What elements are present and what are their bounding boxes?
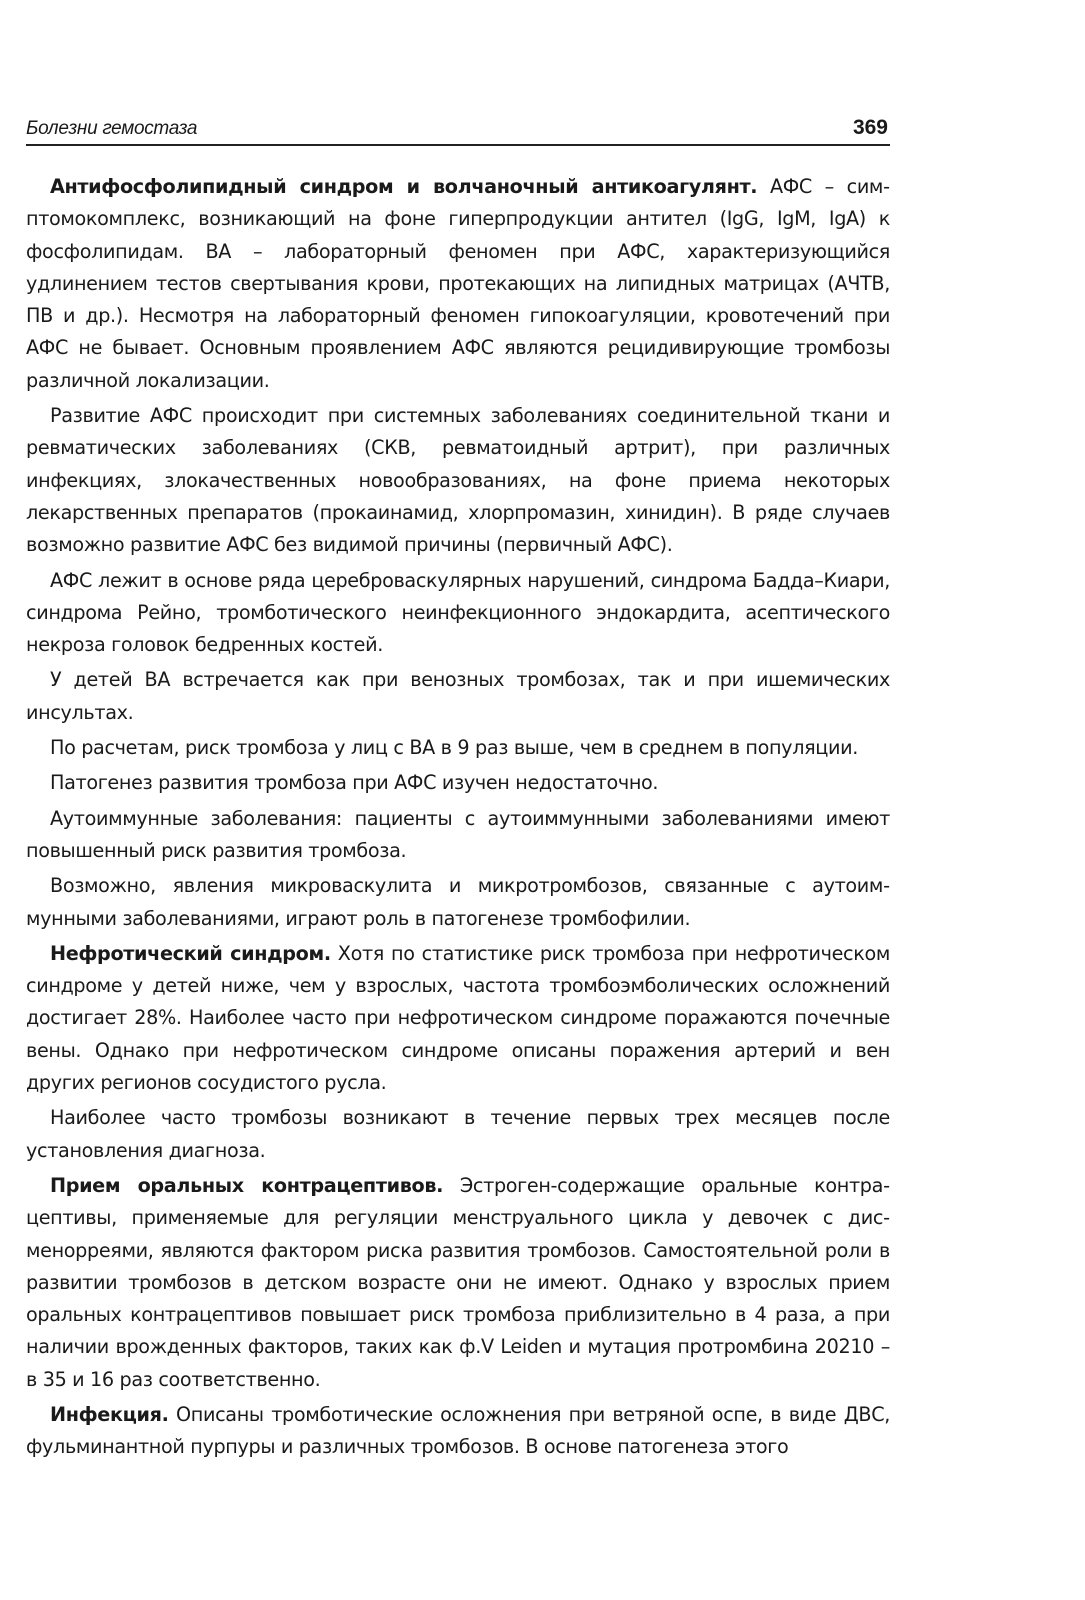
paragraph-text: Эстроген-содержащие оральные контрацептивы, применяемые для регуляции менструального цикла у девочек с дисменорреями, являются фактором риска развития тромбозов. Самостоятельной роли в развитии тромбозов в детском возрасте они не имеют. Однако у взрослых прием оральных контрацептивов повышает риск тромбоза приблизительно в 4 раза, а при наличии врожденных факторов, таких как ф.V Leiden и мутация протромбина 20210 – в 35 и 16 раз соответственно. (26, 1173, 890, 1391)
paragraph-la-risk (26, 732, 890, 764)
running-title: Болезни гемостаза (26, 118, 198, 139)
book-page (26, 106, 890, 1467)
paragraph-aps-causes (26, 400, 890, 561)
running-head (26, 106, 890, 146)
paragraph-heading: Антифосфолипидный синдром и волчаночный антикоагулянт. (50, 175, 758, 198)
paragraph-pathogenesis (26, 767, 890, 799)
paragraph-infection (26, 1399, 890, 1464)
paragraph-text: У детей ВА встречается как при венозных тромбозах, так и при ишемических инсультах. (26, 668, 890, 724)
paragraph-text: Патогенез развития тромбоза при АФС изучен недостаточно. (50, 771, 659, 795)
paragraph-aps-disorders (26, 565, 890, 662)
body-text (26, 171, 890, 1464)
paragraph-text: АФС – симптомокомплекс, возникающий на фоне гиперпродукции антител (IgG, IgM, IgA) к фосфолипидам. ВА – лабораторный феномен при АФС, характеризующийся удлинением тестов свертывания крови, протекающих на липидных матрицах (АЧТВ, ПВ и др.). Несмотря на лабораторный феномен гипокоагуляции, кровотечений при АФС не бывает. Основным проявлением АФС являются рецидивирующие тромбозы различной локализации. (26, 175, 890, 392)
paragraph-microvasculitis (26, 870, 890, 935)
paragraph-la-children (26, 664, 890, 729)
paragraph-text: Хотя по статистике риск тромбоза при нефротическом синдроме у детей ниже, чем у взрослых, частота тромбоэмболических осложнений достигает 28%. Наиболее часто при нефротическом синдроме поражаются почечные вены. Однако при нефротическом синдроме описаны поражения артерий и вен других регионов сосудистого русла. (26, 941, 890, 1095)
paragraph-text: Наиболее часто тромбозы возникают в течение первых трех месяцев после установления диагноза. (26, 1106, 890, 1162)
page-number: 369 (852, 116, 888, 139)
paragraph-aps (26, 171, 890, 397)
paragraph-text: Развитие АФС происходит при системных заболеваниях соединительной ткани и ревматических заболеваниях (СКВ, ревматоидный артрит), при различных инфекциях, злокачественных новообразованиях, на фоне приема некоторых лекарственных препаратов (прокаинамид, хлорпромазин, хинидин). В ряде случаев возможно развитие АФС без видимой причины (первичный АФС). (26, 404, 890, 557)
paragraph-text: Аутоиммунные заболевания: пациенты с аутоиммунными заболеваниями имеют повышенный риск развития тромбоза. (26, 806, 890, 862)
paragraph-contraceptives (26, 1170, 890, 1396)
paragraph-nephrotic-timing (26, 1102, 890, 1167)
paragraph-text: Описаны тромботические осложнения при ветряной оспе, в виде ДВС, фульминантной пурпуры и различных тромбозов. В основе патогенеза этого (26, 1402, 890, 1459)
paragraph-heading: Прием оральных контрацептивов. (50, 1173, 444, 1197)
paragraph-text: По расчетам, риск тромбоза у лиц с ВА в 9 раз выше, чем в среднем в популяции. (50, 736, 858, 760)
paragraph-heading: Инфекция. (50, 1402, 169, 1426)
paragraph-heading: Нефротический синдром. (50, 941, 331, 965)
paragraph-text: Возможно, явления микроваскулита и микротромбозов, связанные с аутоиммунными заболеваниями, играют роль в патогенезе тромбофилии. (26, 874, 890, 930)
paragraph-text: АФС лежит в основе ряда цереброваскулярных нарушений, синдрома Бадда–Киари, синдрома Рейно, тромботического неинфекционного эндокардита, асептического некроза головок бедренных костей. (26, 568, 890, 657)
paragraph-nephrotic (26, 938, 890, 1099)
paragraph-autoimmune (26, 803, 890, 868)
